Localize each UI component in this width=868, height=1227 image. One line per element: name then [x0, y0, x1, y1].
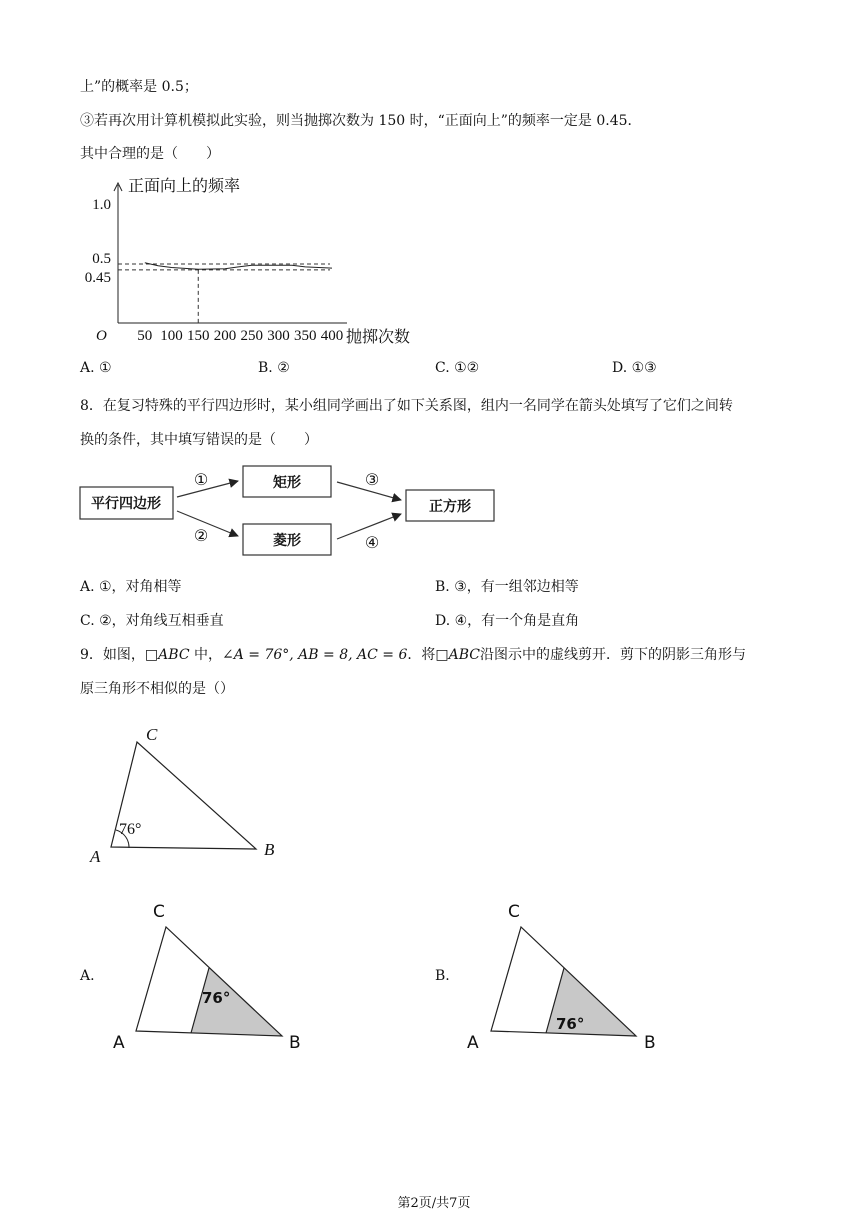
x-tick-label: 350 — [294, 328, 317, 344]
chart-origin: O — [96, 328, 107, 344]
angle-label: 76° — [119, 821, 142, 838]
x-tick-label: 150 — [187, 328, 210, 344]
triangle-original — [0, 720, 868, 880]
x-tick-label: 50 — [137, 328, 153, 344]
chart-ylabel: 正面向上的频率 — [128, 178, 241, 195]
q7-line1: 上”的概率是 0.5； — [80, 79, 198, 95]
q7-option-c: C. ①② — [435, 360, 480, 376]
arrow-label-3: ③ — [364, 470, 380, 489]
frequency-chart — [0, 0, 868, 360]
y-tick-label: 0.45 — [84, 269, 111, 286]
vertex-a: A — [113, 1033, 125, 1053]
arrow-label-2: ② — [193, 526, 209, 545]
label-rectangle: 矩形 — [273, 475, 301, 491]
page-footer: 第2页/共7页 — [397, 1196, 471, 1211]
q8-line1: 8．在复习特殊的平行四边形时，某小组同学画出了如下关系图，组内一名同学在箭头处填写了它们之间转 — [80, 398, 733, 414]
q7-line2: ③若再次用计算机模拟此实验，则当抛掷次数为 150 时，“正面向上”的频率一定是 0.45． — [80, 113, 642, 129]
q8-option-c: C. ②，对角线互相垂直 — [80, 613, 224, 629]
chart-xlabel: 抛掷次数 — [346, 329, 411, 346]
label-rhombus: 菱形 — [273, 533, 301, 549]
q7-option-a: A. ① — [80, 360, 112, 376]
x-tick-label: 200 — [213, 328, 237, 344]
y-tick-label: 0.5 — [92, 251, 111, 267]
q9-line1: 9．如图，□ABC 中，∠A = 76°, AB = 8, AC = 6．将□ABC沿图示中的虚线剪开．剪下的阴影三角形与 — [80, 647, 746, 663]
vertex-b: B — [289, 1033, 301, 1053]
vertex-b: B — [644, 1033, 656, 1053]
q8-option-b: B. ③，有一组邻边相等 — [435, 579, 579, 595]
x-tick-label: 100 — [160, 328, 183, 344]
triangle-option-b — [0, 895, 868, 1055]
vertex-c: C — [146, 725, 158, 744]
x-tick-label: 300 — [267, 328, 290, 344]
arrow-label-1: ① — [193, 470, 209, 489]
q7-option-d: D. ①③ — [612, 360, 657, 376]
vertex-b: B — [264, 840, 275, 859]
quadrilateral-relation-diagram — [0, 460, 868, 560]
q7-line3: 其中合理的是（ ） — [80, 146, 220, 162]
vertex-c: C — [508, 902, 520, 922]
y-tick-label: 1.0 — [92, 197, 111, 213]
q8-line2: 换的条件，其中填写错误的是（ ） — [80, 432, 318, 448]
q7-option-b: B. ② — [258, 360, 290, 376]
angle-label: 76° — [202, 989, 231, 1007]
angle-label: 76° — [556, 1015, 585, 1033]
q8-option-a: A. ①，对角相等 — [80, 579, 182, 595]
x-tick-label: 250 — [240, 328, 263, 344]
q9-option-a-label: A. — [80, 968, 95, 984]
q9-option-b-label: B. — [435, 968, 450, 984]
arrow-label-4: ④ — [364, 533, 380, 552]
q8-option-d: D. ④，有一个角是直角 — [435, 613, 580, 629]
label-parallelogram: 平行四边形 — [91, 496, 161, 512]
vertex-c: C — [153, 902, 165, 922]
x-tick-label: 400 — [320, 328, 344, 344]
label-square: 正方形 — [429, 499, 471, 515]
q9-line2: 原三角形不相似的是（） — [80, 681, 234, 697]
q9-condition: ∠A = 76°, AB = 8, AC = 6 — [221, 647, 408, 663]
vertex-a: A — [90, 847, 101, 866]
vertex-a: A — [467, 1033, 479, 1053]
